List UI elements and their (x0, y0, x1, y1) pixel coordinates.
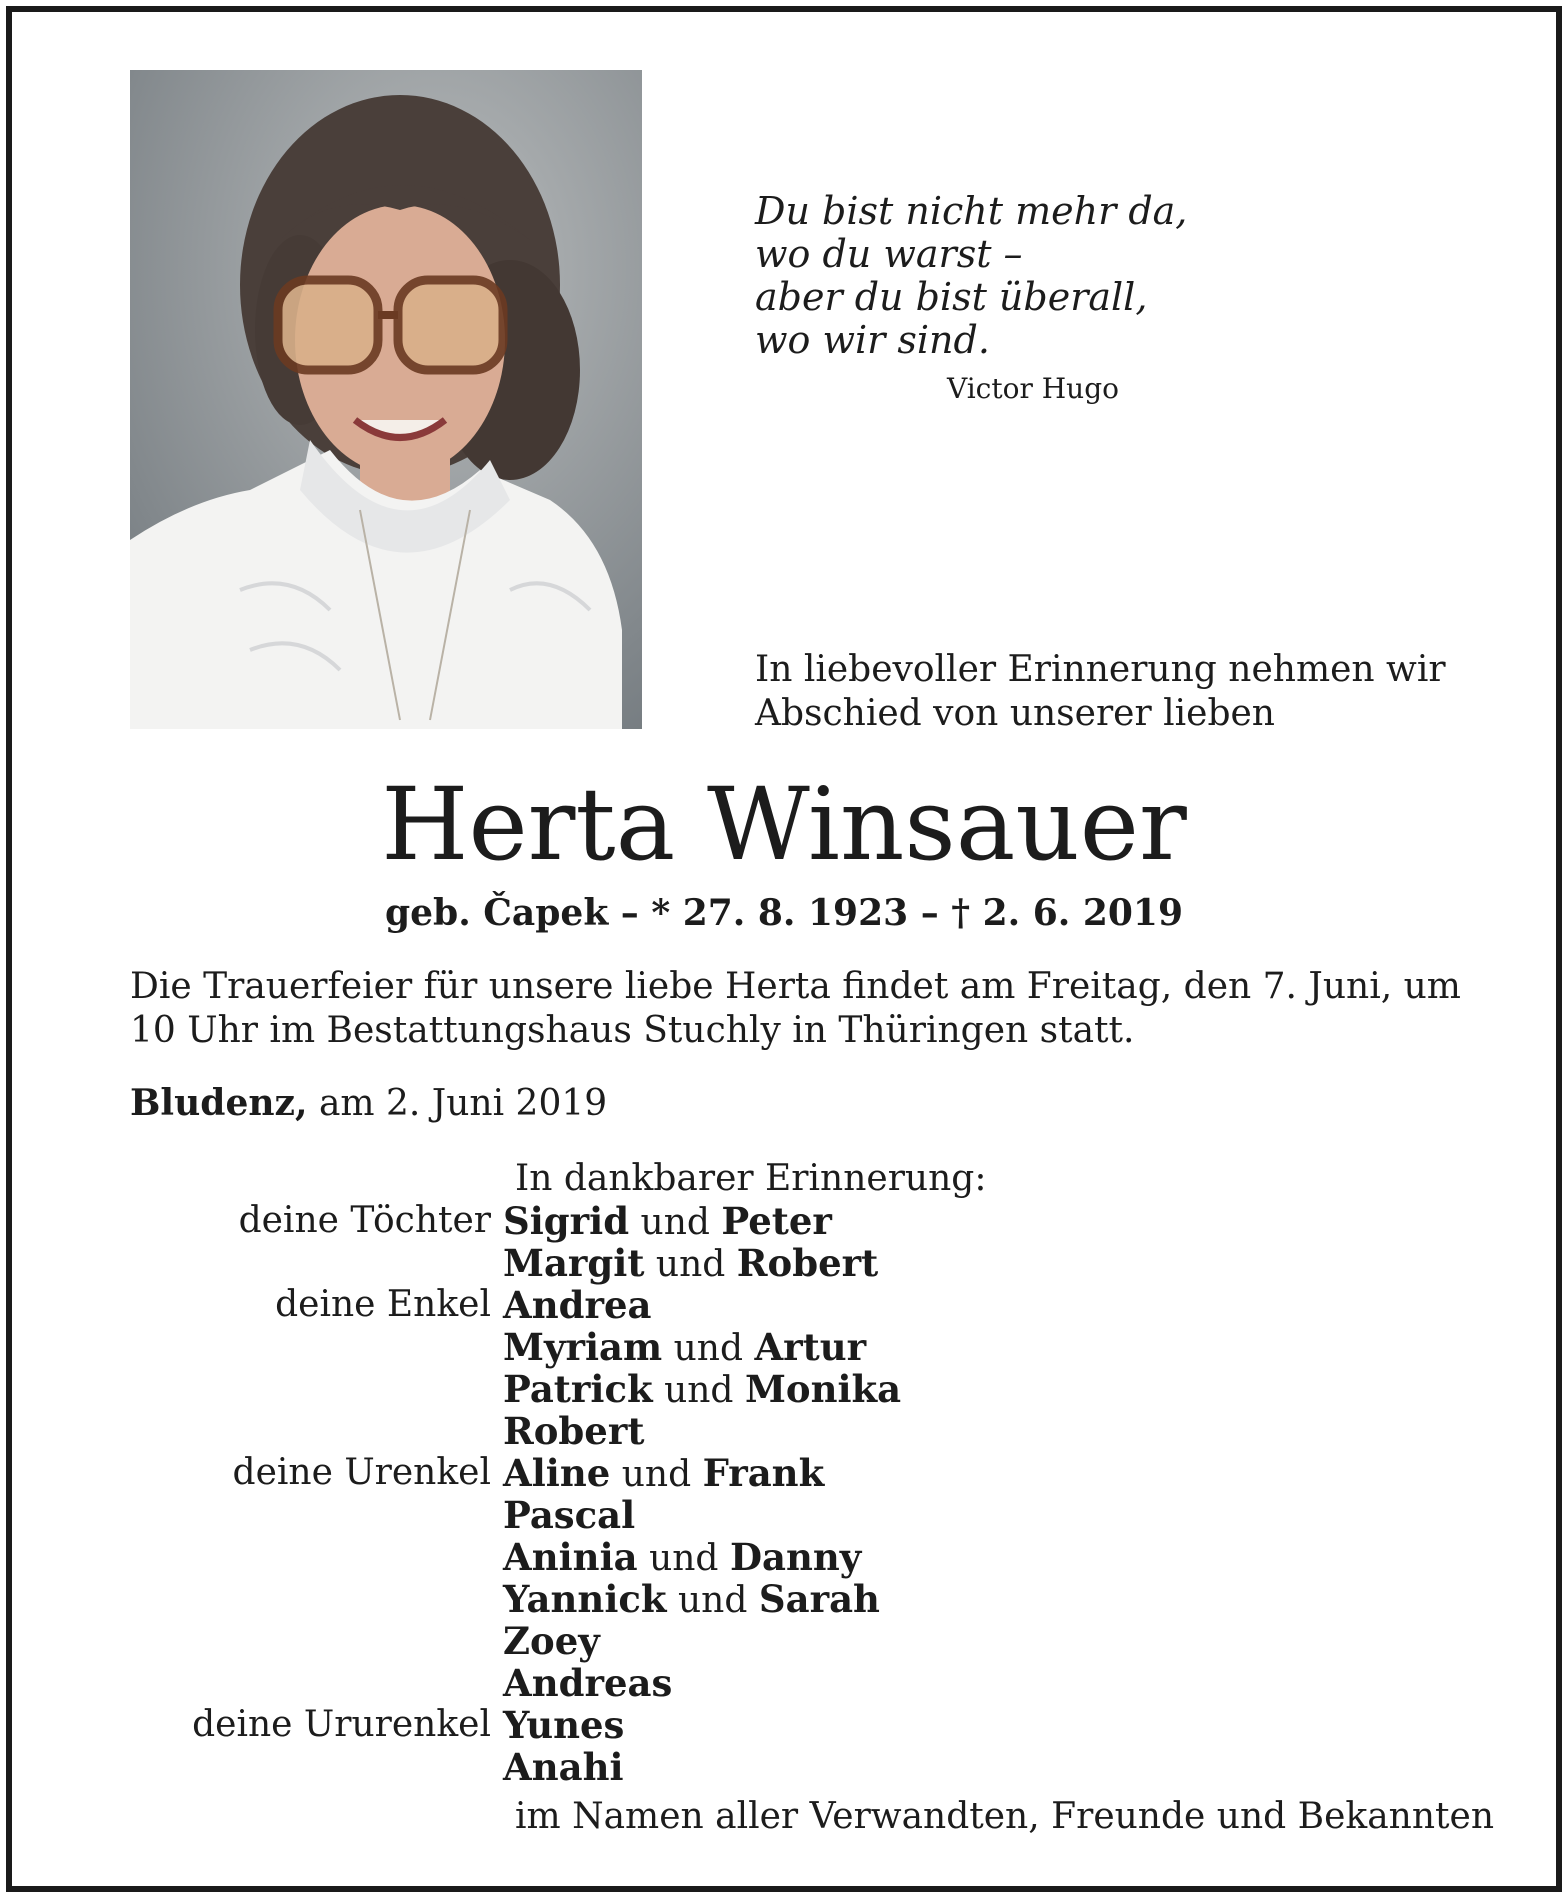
thanks-heading: In dankbarer Erinnerung: (515, 1158, 987, 1199)
connector-word: und (664, 1370, 734, 1411)
family-row (0, 1746, 1568, 1788)
family-member-name: Peter (721, 1199, 832, 1243)
family-member-name: Monika (744, 1367, 902, 1411)
family-member-name: Margit (503, 1241, 645, 1285)
intro-text (755, 648, 1446, 736)
family-row (0, 1368, 1568, 1410)
ceremony-line: 10 Uhr im Bestattungshaus Stuchly in Thüringen statt. (130, 1010, 1135, 1051)
family-names (503, 1200, 832, 1242)
place-date (130, 1082, 607, 1124)
relation-label: deine Urenkel (232, 1452, 491, 1493)
relation-label (0, 1242, 503, 1284)
relation-label (0, 1410, 503, 1452)
family-row (0, 1284, 1568, 1326)
relation-label: deine Töchter (238, 1200, 491, 1241)
family-names (503, 1284, 652, 1326)
family-member-name: Yannick (503, 1577, 667, 1621)
family-member-name: Myriam (503, 1325, 663, 1369)
family-names (503, 1746, 624, 1788)
family-names (503, 1452, 824, 1494)
family-names (503, 1620, 600, 1662)
relation-label: deine Ururenkel (192, 1704, 491, 1745)
relation-label (0, 1620, 503, 1662)
family-row (0, 1494, 1568, 1536)
connector-word: und (678, 1580, 748, 1621)
family-row (0, 1704, 1568, 1746)
relation-label (0, 1536, 503, 1578)
family-names (503, 1410, 644, 1452)
family-names (503, 1368, 901, 1410)
family-row (0, 1326, 1568, 1368)
connector-word: und (649, 1538, 719, 1579)
family-member-name: Robert (736, 1241, 879, 1285)
family-member-name: Andrea (503, 1283, 652, 1327)
relation-label: deine Enkel (275, 1284, 491, 1325)
family-row (0, 1620, 1568, 1662)
family-member-name: Sarah (758, 1577, 880, 1621)
family-names (503, 1704, 624, 1746)
ceremony-line: Die Trauerfeier für unsere liebe Herta findet am Freitag, den 7. Juni, um (130, 966, 1461, 1007)
family-member-name: Aninia (503, 1535, 638, 1579)
relation-label (0, 1494, 503, 1536)
family-names (503, 1662, 672, 1704)
family-member-name: Zoey (503, 1619, 600, 1663)
connector-word: und (640, 1202, 710, 1243)
quote-line: wo wir sind. (755, 318, 990, 362)
intro-line: In liebevoller Erinnerung nehmen wir (755, 649, 1446, 690)
family-member-name: Anahi (503, 1745, 624, 1789)
place-city: Bludenz, (130, 1082, 308, 1124)
family-row (0, 1536, 1568, 1578)
relation-label (0, 1326, 503, 1368)
family-row (0, 1242, 1568, 1284)
memorial-quote (755, 190, 1187, 362)
relation-label (0, 1746, 503, 1788)
intro-line: Abschied von unserer lieben (755, 693, 1275, 734)
connector-word: und (621, 1454, 692, 1495)
family-member-name: Yunes (503, 1703, 625, 1747)
quote-line: Du bist nicht mehr da, (755, 189, 1188, 233)
place-date-text: am 2. Juni 2019 (307, 1083, 608, 1124)
relation-label (0, 1368, 503, 1410)
family-member-name: Artur (754, 1325, 867, 1369)
family-row (0, 1578, 1568, 1620)
connector-word: und (673, 1328, 744, 1369)
family-member-name: Pascal (503, 1493, 636, 1537)
family-member-name: Danny (729, 1535, 862, 1579)
family-member-name: Andreas (503, 1661, 673, 1705)
family-row (0, 1200, 1568, 1242)
closing-line: im Namen aller Verwandten, Freunde und Bekannten (515, 1796, 1495, 1837)
family-row (0, 1410, 1568, 1452)
connector-word: und (655, 1244, 726, 1285)
ceremony-text (130, 965, 1461, 1053)
family-names (503, 1494, 635, 1536)
quote-line: wo du warst – (755, 232, 1023, 276)
quote-line: aber du bist überall, (755, 275, 1148, 319)
deceased-name: Herta Winsauer (381, 766, 1187, 883)
relation-label (0, 1578, 503, 1620)
family-names (503, 1326, 866, 1368)
family-member-name: Sigrid (503, 1199, 630, 1243)
family-member-name: Frank (702, 1451, 825, 1495)
life-dates: geb. Čapek – * 27. 8. 1923 – † 2. 6. 2019 (384, 892, 1184, 934)
family-names (503, 1578, 880, 1620)
family-list (0, 1200, 1568, 1788)
family-names (503, 1536, 861, 1578)
family-member-name: Aline (503, 1451, 611, 1495)
family-row (0, 1662, 1568, 1704)
family-member-name: Robert (503, 1409, 645, 1453)
family-names (503, 1242, 878, 1284)
family-row (0, 1452, 1568, 1494)
family-member-name: Patrick (503, 1367, 653, 1411)
relation-label (0, 1662, 503, 1704)
quote-author: Victor Hugo (947, 372, 1119, 405)
portrait-photo (130, 70, 642, 729)
